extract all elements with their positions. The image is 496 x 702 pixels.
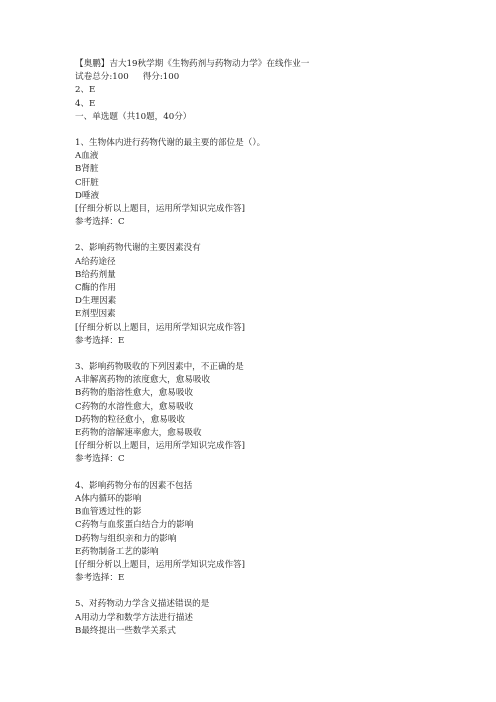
obtained-score: 得分:100 xyxy=(142,72,180,83)
option: A非解离药物的浓度愈大，愈易吸收 xyxy=(75,375,211,386)
reference-answer: 参考选择：C xyxy=(75,454,125,465)
instruction-hint: [仔细分析以上题目，运用所学知识完成作答] xyxy=(75,559,245,570)
option: C药物与血浆蛋白结合力的影响 xyxy=(75,520,194,531)
question-stem: 4、影响药物分布的因素不包括 xyxy=(75,480,193,491)
option: B给药剂量 xyxy=(75,269,116,280)
question-stem: 1、生物体内进行药物代谢的最主要的部位是（）。 xyxy=(75,138,266,149)
document-page xyxy=(75,58,475,638)
option: B肾脏 xyxy=(75,164,99,175)
option: A给药途径 xyxy=(75,256,116,267)
question-stem: 3、影响药物吸收的下列因素中，不正确的是 xyxy=(75,362,244,373)
instruction-hint: [仔细分析以上题目，运用所学知识完成作答] xyxy=(75,204,245,215)
fragment-line: 4、E xyxy=(75,98,96,109)
option: C药物的水溶性愈大，愈易吸收 xyxy=(75,401,194,412)
option: A血液 xyxy=(75,151,99,162)
section-title: 一、单选题（共10题，40分） xyxy=(75,111,192,122)
score-line xyxy=(75,71,475,84)
instruction-hint: [仔细分析以上题目，运用所学知识完成作答] xyxy=(75,441,245,452)
option: B血管透过性的影 xyxy=(75,507,142,518)
option: B最终提出一些数学关系式 xyxy=(75,625,176,636)
question-block xyxy=(75,598,475,638)
option: D药物的粒径愈小，愈易吸收 xyxy=(75,414,186,425)
question-block xyxy=(75,137,475,229)
option: E剂型因素 xyxy=(75,309,116,320)
question-stem: 5、对药物动力学含义描述错误的是 xyxy=(75,599,210,610)
option: D唾液 xyxy=(75,190,100,201)
reference-answer: 参考选择：C xyxy=(75,217,125,228)
option: D药物与组织亲和力的影响 xyxy=(75,533,177,544)
option: A体内循环的影响 xyxy=(75,493,142,504)
reference-answer: 参考选择：E xyxy=(75,335,125,346)
question-stem: 2、影响药物代谢的主要因素没有 xyxy=(75,243,201,254)
option: E药物制备工艺的影响 xyxy=(75,546,159,557)
option: A用动力学和数学方法进行描述 xyxy=(75,612,193,623)
option: C酶的作用 xyxy=(75,283,116,294)
question-block xyxy=(75,480,475,586)
fragment-line: 2、E xyxy=(75,85,96,96)
option: B药物的脂溶性愈大，愈易吸收 xyxy=(75,388,194,399)
total-score: 试卷总分:100 xyxy=(75,72,129,83)
option: E药物的溶解速率愈大，愈易吸收 xyxy=(75,428,202,439)
question-block xyxy=(75,361,475,467)
option: C肝脏 xyxy=(75,177,99,188)
question-block xyxy=(75,242,475,348)
document-title: 【奥鹏】吉大19秋学期《生物药剂与药物动力学》在线作业一 xyxy=(75,59,310,69)
option: D生理因素 xyxy=(75,296,117,307)
reference-answer: 参考选择：E xyxy=(75,573,125,584)
instruction-hint: [仔细分析以上题目，运用所学知识完成作答] xyxy=(75,322,245,333)
